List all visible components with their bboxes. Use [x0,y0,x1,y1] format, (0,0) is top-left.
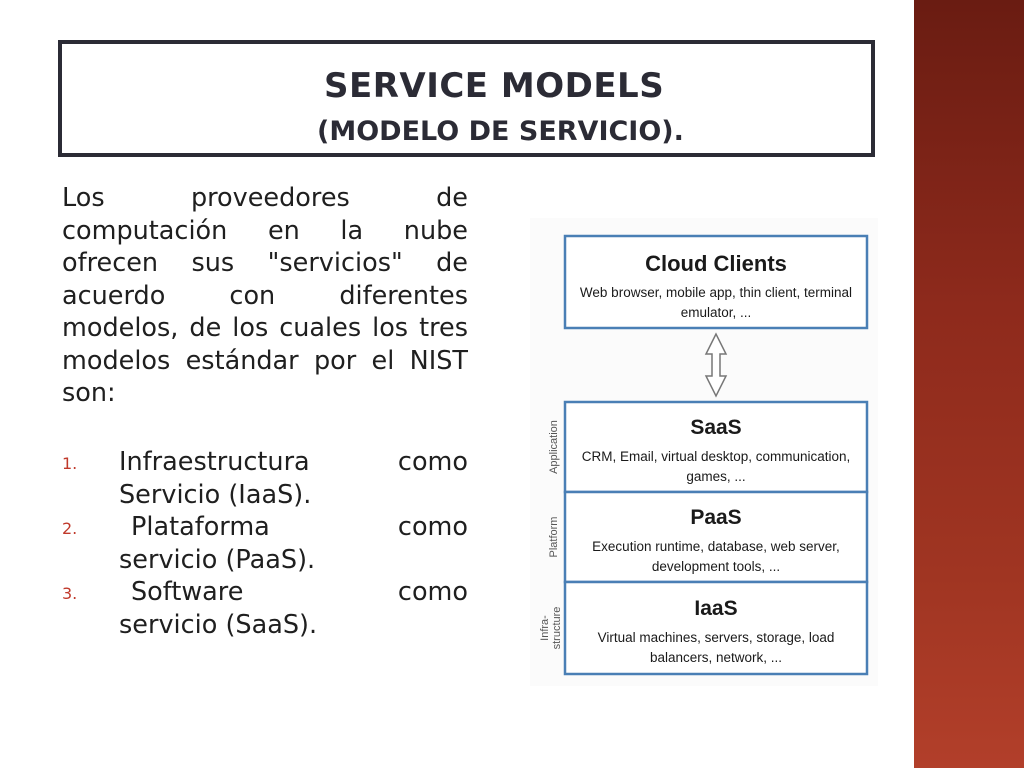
title-box [58,40,875,157]
diagram-svg [530,218,878,686]
paas-title: PaaS [690,506,742,529]
intro-paragraph: Los proveedores de computación en la nube ofrecen sus "servicios" de acuerdo con diferentes modelos, de los cuales los tres modelos estándar por el NIST son: [62,183,468,408]
list-number: 3. [62,584,78,603]
saas-line2: games, ... [686,469,746,484]
side-label-structure: structure [551,606,563,650]
iaas-title: IaaS [694,597,738,620]
iaas-line1: Virtual machines, servers, storage, load [597,630,835,645]
cloud-service-diagram [530,218,878,686]
list-item-text: Software [131,577,244,607]
list-item-text: servicio (PaaS). [119,544,316,575]
list-item-text: como [397,577,468,607]
side-accent-strip [914,0,1024,768]
list-item [62,446,468,511]
cloud-clients-line2: emulator, ... [680,305,752,320]
paas-line2: development tools, ... [651,559,781,574]
slide-subtitle: (MODELO DE SERVICIO). [317,116,684,147]
saas-line1: CRM, Email, virtual desktop, communication, [581,449,851,464]
list-item [62,576,468,641]
side-label-application: Application [548,420,560,474]
cloud-clients-line1: Web browser, mobile app, thin client, terminal [579,285,853,300]
list-item-text: servicio (SaaS). [119,609,318,640]
list-item [62,511,468,576]
list-item-text: Servicio (IaaS). [119,479,312,510]
iaas-line2: balancers, network, ... [649,650,783,665]
list-number: 2. [62,519,78,538]
cloud-clients-title: Cloud Clients [645,251,787,276]
list-item-text: como [397,512,468,542]
side-label-infra: Infra- [539,615,551,641]
side-label-platform: Platform [548,516,560,558]
list-item-text: Plataforma [131,512,270,542]
service-model-list [62,446,468,641]
list-item-text: como [397,447,468,477]
saas-title: SaaS [690,416,742,439]
slide-title: SERVICE MODELS [324,66,665,106]
list-item-text: Infraestructura [119,447,310,477]
list-number: 1. [62,454,78,473]
paas-line1: Execution runtime, database, web server, [592,539,840,554]
